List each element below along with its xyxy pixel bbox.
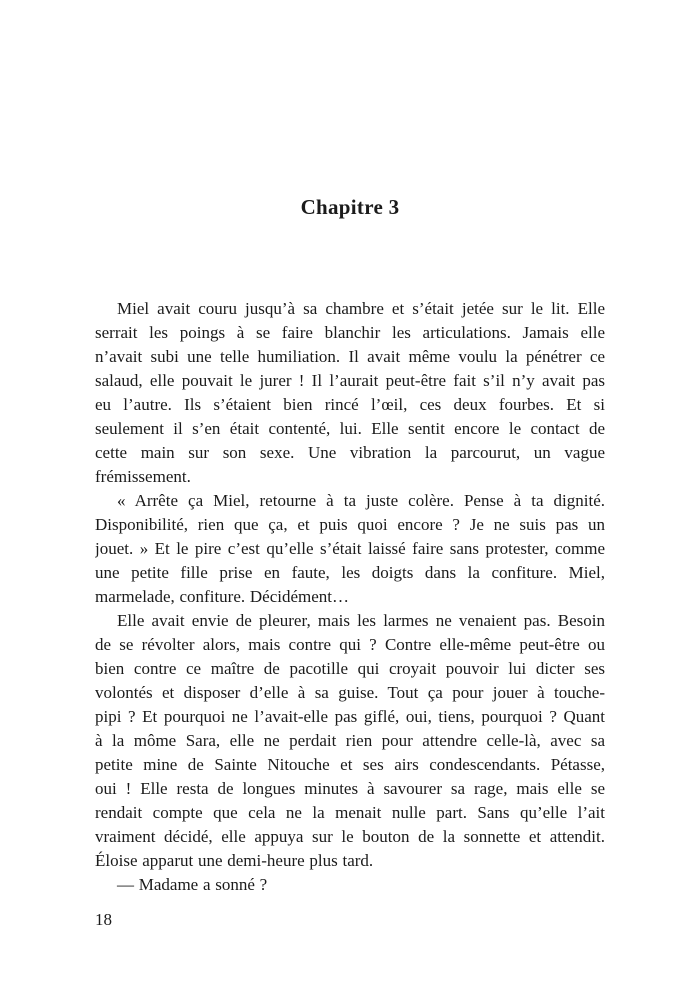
text-line: vraiment décidé, elle appuya sur le bouton de la sonnette et attendit.: [95, 827, 605, 846]
text-line: oui ! Elle resta de longues minutes à savourer sa rage, mais elle se: [95, 779, 605, 798]
text-line: marmelade, confiture. Décidément…: [95, 587, 349, 606]
text-line: bien contre ce maître de pacotille qui croyait pouvoir lui dicter ses: [95, 659, 605, 678]
text-line: cette main sur son sexe. Une vibration la parcourut, un vague: [95, 443, 605, 462]
page-number: 18: [95, 910, 112, 929]
text-line: une petite fille prise en faute, les doigts dans la confiture. Miel,: [95, 563, 605, 582]
text-line: seulement il s’en était contenté, lui. Elle sentit encore le contact de: [95, 419, 605, 438]
chapter-title: Chapitre 3: [300, 195, 400, 219]
text-line: n’avait subi une telle humiliation. Il avait même voulu la pénétrer ce: [95, 347, 605, 366]
text-line: de se révolter alors, mais contre qui ? Contre elle-même peut-être ou: [95, 635, 605, 654]
text-line: « Arrête ça Miel, retourne à ta juste colère. Pense à ta dignité.: [117, 491, 605, 510]
paragraph: [95, 297, 605, 489]
text-line: — Madame a sonné ?: [117, 875, 268, 894]
body-text-block: [95, 297, 605, 897]
text-line: serrait les poings à se faire blanchir les articulations. Jamais elle: [95, 323, 605, 342]
text-line: petite mine de Sainte Nitouche et ses airs condescendants. Pétasse,: [95, 755, 605, 774]
text-line: rendait compte que cela ne la menait nulle part. Sans qu’elle l’ait: [95, 803, 605, 822]
text-line: salaud, elle pouvait le jurer ! Il l’aurait peut-être fait s’il n’y avait pas: [95, 371, 605, 390]
text-line: frémissement.: [95, 467, 191, 486]
text-line: Miel avait couru jusqu’à sa chambre et s’était jetée sur le lit. Elle: [117, 299, 605, 318]
text-line: jouet. » Et le pire c’est qu’elle s’était laissé faire sans protester, comme: [95, 539, 605, 558]
text-line: eu l’autre. Ils s’étaient bien rincé l’œil, ces deux fourbes. Et si: [95, 395, 605, 414]
text-line: Elle avait envie de pleurer, mais les larmes ne venaient pas. Besoin: [117, 611, 605, 630]
paragraph: [95, 609, 605, 873]
text-line: Éloise apparut une demi-heure plus tard.: [95, 851, 374, 870]
text-line: à la môme Sara, elle ne perdait rien pour attendre celle-là, avec sa: [95, 731, 605, 750]
text-line: Disponibilité, rien que ça, et puis quoi encore ? Je ne suis pas un: [95, 515, 605, 534]
paragraph: [95, 873, 605, 897]
text-line: pipi ? Et pourquoi ne l’avait-elle pas giflé, oui, tiens, pourquoi ? Quant: [95, 707, 605, 726]
paragraph: [95, 489, 605, 609]
text-line: volontés et disposer d’elle à sa guise. Tout ça pour jouer à touche-: [95, 683, 605, 702]
